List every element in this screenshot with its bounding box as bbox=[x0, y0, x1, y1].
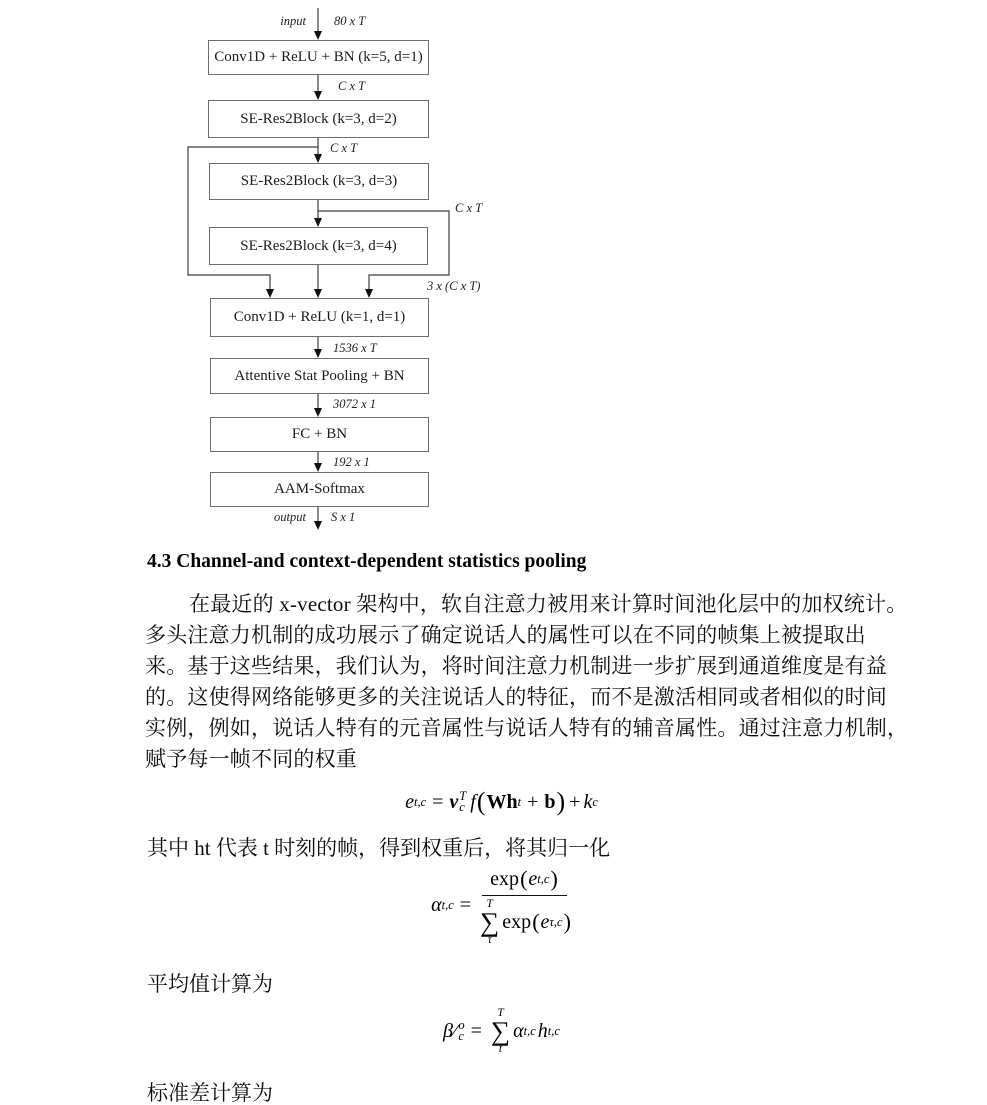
edge-label-output-dim: S x 1 bbox=[331, 510, 356, 524]
layer-label: AAM-Softmax bbox=[274, 481, 365, 497]
layer-label: FC + BN bbox=[291, 426, 348, 442]
right-paren: ) bbox=[556, 787, 566, 816]
sigma-icon: ∑ bbox=[480, 907, 500, 937]
sub-c: c bbox=[458, 1029, 464, 1043]
left-paren: ( bbox=[532, 909, 540, 934]
mean-caption: 平均值计算为 bbox=[147, 972, 273, 996]
sup-o: o bbox=[458, 1018, 465, 1032]
edge-label-cxt-3: C x T bbox=[455, 201, 483, 215]
equals-sign: = bbox=[432, 790, 444, 813]
sub-c: c bbox=[459, 800, 465, 814]
plus-sign: + bbox=[527, 790, 539, 813]
layer-box-attentive-stat-pooling bbox=[210, 358, 429, 394]
sub-c: c bbox=[592, 794, 598, 809]
var-b: b bbox=[544, 790, 556, 813]
summation bbox=[480, 899, 499, 945]
plus-sign: + bbox=[569, 790, 581, 813]
layer-box-aam-softmax bbox=[210, 472, 429, 507]
sum-lower-t: t bbox=[498, 1043, 503, 1055]
edge-label-3072: 3072 x 1 bbox=[333, 397, 377, 411]
layer-box-seres2block-d3 bbox=[209, 163, 429, 200]
sigma-icon: ∑ bbox=[490, 1016, 511, 1046]
weights-note: 其中 ht 代表 t 时刻的帧，得到权重后，将其归一化 bbox=[147, 836, 611, 860]
layer-label: Conv1D + ReLU + BN (k=5, d=1) bbox=[214, 49, 423, 65]
section-heading: 4.3 Channel-and context-dependent statistics pooling bbox=[147, 551, 587, 572]
right-paren: ) bbox=[563, 909, 571, 934]
edge-label-output: output bbox=[274, 510, 306, 524]
paragraph-line: 赋予每一帧不同的权重 bbox=[145, 747, 357, 771]
layer-label: Attentive Stat Pooling + BN bbox=[234, 367, 405, 384]
var-alpha: α bbox=[513, 1019, 524, 1042]
formula-weighted-mean bbox=[145, 1008, 858, 1054]
sub-tc: t,c bbox=[547, 1023, 560, 1038]
edge-label-cxt-2: C x T bbox=[330, 141, 358, 155]
func-f: f bbox=[470, 790, 476, 813]
layer-label: SE-Res2Block (k=3, d=2) bbox=[240, 110, 397, 127]
func-exp: exp bbox=[490, 867, 520, 890]
sub-tauc: τ,c bbox=[549, 914, 563, 929]
layer-box-conv1d-relu bbox=[210, 298, 429, 337]
ecapa-architecture-diagram bbox=[0, 0, 987, 545]
supsub-v bbox=[459, 791, 466, 813]
sum-upper-T: T bbox=[497, 1007, 504, 1019]
denominator bbox=[477, 896, 572, 945]
layer-label: SE-Res2Block (k=3, d=3) bbox=[240, 173, 398, 189]
edge-label-concat-dim: 3 x (C x T) bbox=[427, 279, 481, 293]
supsub-mu bbox=[458, 1020, 464, 1042]
sub-tc: t,c bbox=[523, 1023, 536, 1038]
paragraph-line: 来。基于这些结果，我们认为，将时间注意力机制进一步扩展到通道维度是有益 bbox=[145, 654, 887, 678]
var-e: e bbox=[540, 910, 550, 933]
slash-glyph: ⁄ bbox=[453, 1019, 457, 1042]
edge-label-192: 192 x 1 bbox=[333, 455, 370, 469]
left-paren: ( bbox=[520, 866, 528, 891]
var-alpha: α bbox=[431, 894, 442, 916]
func-exp: exp bbox=[502, 910, 532, 933]
formula-softmax bbox=[145, 866, 858, 945]
fraction bbox=[477, 866, 572, 945]
edge-label-input-dim: 80 x T bbox=[334, 14, 366, 28]
summation bbox=[491, 1008, 510, 1054]
layer-box-conv1d-bn bbox=[208, 40, 429, 75]
formula-attention-score bbox=[145, 787, 858, 817]
paragraph-line: 的。这使得网络能够更多的关注说话人的特征，而不是激活相同或者相似的时间 bbox=[145, 685, 887, 709]
var-e: e bbox=[528, 867, 538, 890]
sum-lower-tau: τ bbox=[487, 934, 492, 946]
var-e: e bbox=[405, 790, 414, 813]
paragraph-line: 多头注意力机制的成功展示了确定说话人的属性可以在不同的帧集上被提取出 bbox=[145, 623, 866, 647]
edge-label-1536: 1536 x T bbox=[333, 341, 377, 355]
right-paren: ) bbox=[550, 866, 558, 891]
layer-label: Conv1D + ReLU (k=1, d=1) bbox=[233, 309, 406, 325]
paragraph-line: 在最近的 x-vector 架构中，软自注意力被用来计算时间池化层中的加权统计。 bbox=[189, 592, 908, 616]
sub-t: t bbox=[517, 794, 522, 809]
layer-label: SE-Res2Block (k=3, d=4) bbox=[240, 237, 397, 254]
std-caption: 标准差计算为 bbox=[147, 1081, 273, 1105]
var-mu-glyph: β bbox=[443, 1019, 454, 1042]
sub-tc: t,c bbox=[441, 898, 454, 912]
sub-tc: t,c bbox=[413, 794, 427, 809]
numerator bbox=[482, 866, 567, 896]
edge-label-input: input bbox=[280, 14, 306, 28]
equals-sign: = bbox=[470, 1019, 482, 1042]
var-h: h bbox=[537, 1019, 548, 1042]
sub-tc: t,c bbox=[537, 871, 550, 886]
left-paren: ( bbox=[476, 787, 486, 816]
var-Wh: Wh bbox=[486, 790, 518, 813]
sup-T: T bbox=[459, 789, 467, 803]
edge-label-cxt-1: C x T bbox=[338, 79, 366, 93]
var-v: v bbox=[449, 790, 459, 813]
var-k: k bbox=[583, 790, 593, 813]
layer-box-fc-bn bbox=[210, 417, 429, 452]
diagram-connectors bbox=[0, 0, 987, 545]
sum-upper-T: T bbox=[486, 898, 493, 910]
layer-box-seres2block-d4 bbox=[209, 227, 428, 265]
equals-sign: = bbox=[459, 894, 472, 916]
layer-box-seres2block-d2 bbox=[208, 100, 429, 138]
paragraph-line: 实例，例如，说话人特有的元音属性与说话人特有的辅音属性。通过注意力机制， bbox=[145, 716, 909, 740]
